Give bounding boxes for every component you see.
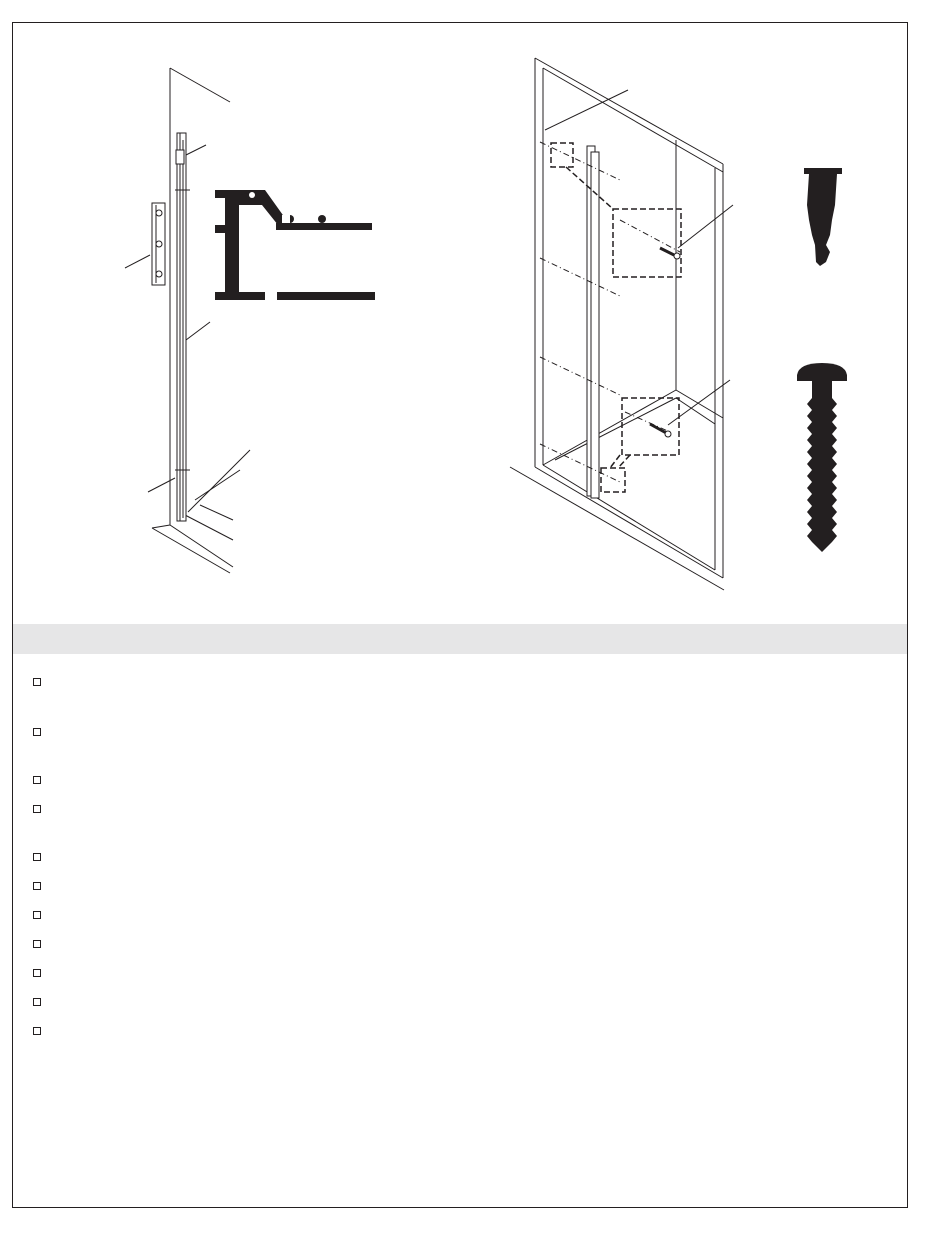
checklist-item: [30, 905, 890, 934]
checkbox[interactable]: [33, 911, 41, 919]
extrusion-profile: [215, 190, 375, 304]
screw-icon: [797, 363, 847, 552]
step-text: [50, 934, 890, 948]
step-text: [50, 992, 890, 1006]
installation-illustrations: [0, 0, 950, 620]
checklist-item: [30, 934, 890, 963]
checklist-item: [30, 722, 890, 770]
step-text: [50, 770, 890, 784]
step-text: [50, 672, 890, 686]
checkbox[interactable]: [33, 1027, 41, 1035]
wall-anchor-icon: [804, 168, 842, 266]
step-text: [50, 905, 890, 919]
checkbox[interactable]: [33, 853, 41, 861]
checklist-item: [30, 1021, 890, 1050]
section-header-bar: [13, 624, 907, 654]
checkbox[interactable]: [33, 882, 41, 890]
checklist-item: [30, 876, 890, 905]
checklist: [30, 672, 890, 1050]
step-text: [50, 963, 890, 977]
checkbox[interactable]: [33, 998, 41, 1006]
anchor-installation-illustration: [510, 58, 733, 590]
step-text: [50, 1021, 890, 1035]
step-text: [50, 799, 890, 813]
checklist-item: [30, 799, 890, 847]
checkbox[interactable]: [33, 678, 41, 686]
step-text: [50, 876, 890, 890]
checkbox[interactable]: [33, 728, 41, 736]
checklist-item: [30, 770, 890, 799]
step-text: [50, 722, 890, 736]
checklist-item: [30, 963, 890, 992]
checklist-item: [30, 672, 890, 722]
checkbox[interactable]: [33, 969, 41, 977]
checklist-item: [30, 992, 890, 1021]
mounting-plate: [125, 203, 165, 285]
checklist-item: [30, 847, 890, 876]
checkbox[interactable]: [33, 805, 41, 813]
checkbox[interactable]: [33, 940, 41, 948]
wall-jamb-illustration: [125, 68, 375, 573]
checkbox[interactable]: [33, 776, 41, 784]
step-text: [50, 847, 890, 861]
